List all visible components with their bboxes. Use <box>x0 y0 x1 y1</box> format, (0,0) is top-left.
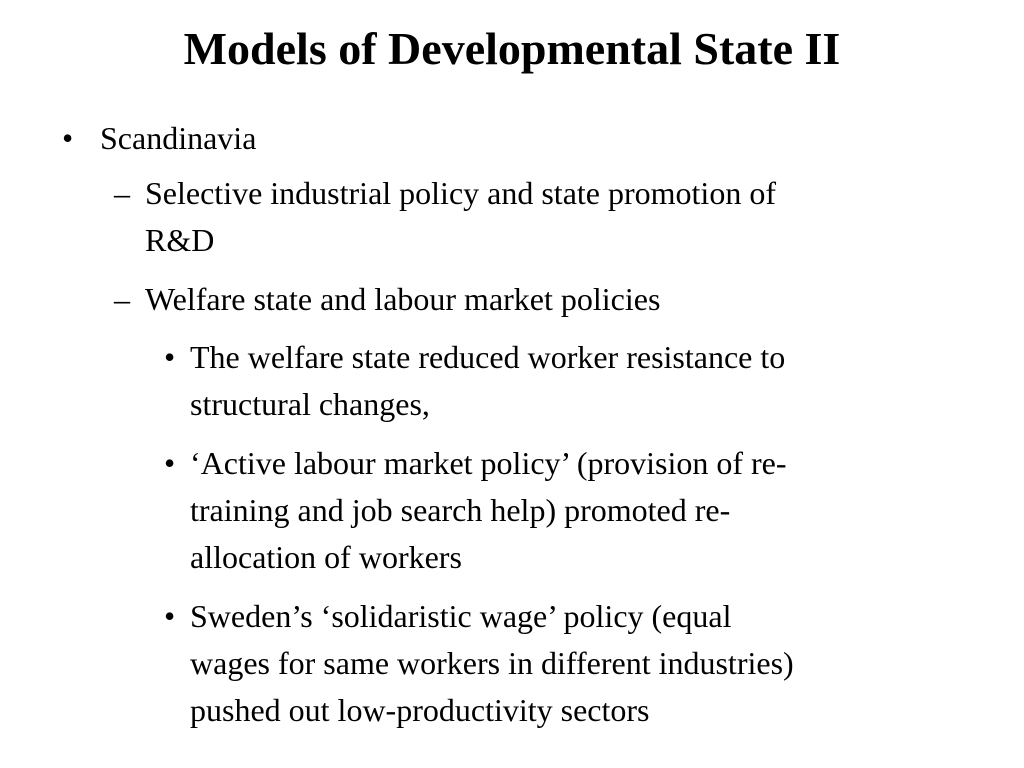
bullet-line: ‘Active labour market policy’ (provision of re- <box>190 445 787 481</box>
bullet-line: wages for same workers in different industries) <box>190 645 794 681</box>
bullet-line: Sweden’s ‘solidaristic wage’ policy (equal <box>190 598 732 634</box>
bullet-marker: • <box>164 598 176 634</box>
bullet-line: allocation of workers <box>190 539 462 575</box>
bullet-line: pushed out low-productivity sectors <box>190 692 650 728</box>
sub-sub-bullet-text <box>190 593 794 734</box>
sub-sub-bullet-text <box>190 334 785 428</box>
bullet-text <box>100 115 256 162</box>
dash-marker: – <box>114 175 130 211</box>
slide-title: Models of Developmental State II <box>183 23 841 74</box>
bullet-marker: • <box>62 120 74 156</box>
bullet-line: Selective industrial policy and state promotion of <box>145 175 776 211</box>
bullet-line: The welfare state reduced worker resistance to <box>190 339 786 375</box>
bullet-marker: • <box>164 445 176 481</box>
bullet-marker: • <box>164 339 176 375</box>
bullet-line: R&D <box>145 222 215 258</box>
sub-bullet-text <box>145 170 776 264</box>
dash-marker: – <box>114 281 130 317</box>
sub-bullet-text <box>145 276 660 323</box>
bullet-line: Scandinavia <box>100 120 257 156</box>
bullet-line: training and job search help) promoted re- <box>190 492 731 528</box>
bullet-line: Welfare state and labour market policies <box>145 281 661 317</box>
sub-sub-bullet-text <box>190 440 787 581</box>
bullet-line: structural changes, <box>190 386 430 422</box>
